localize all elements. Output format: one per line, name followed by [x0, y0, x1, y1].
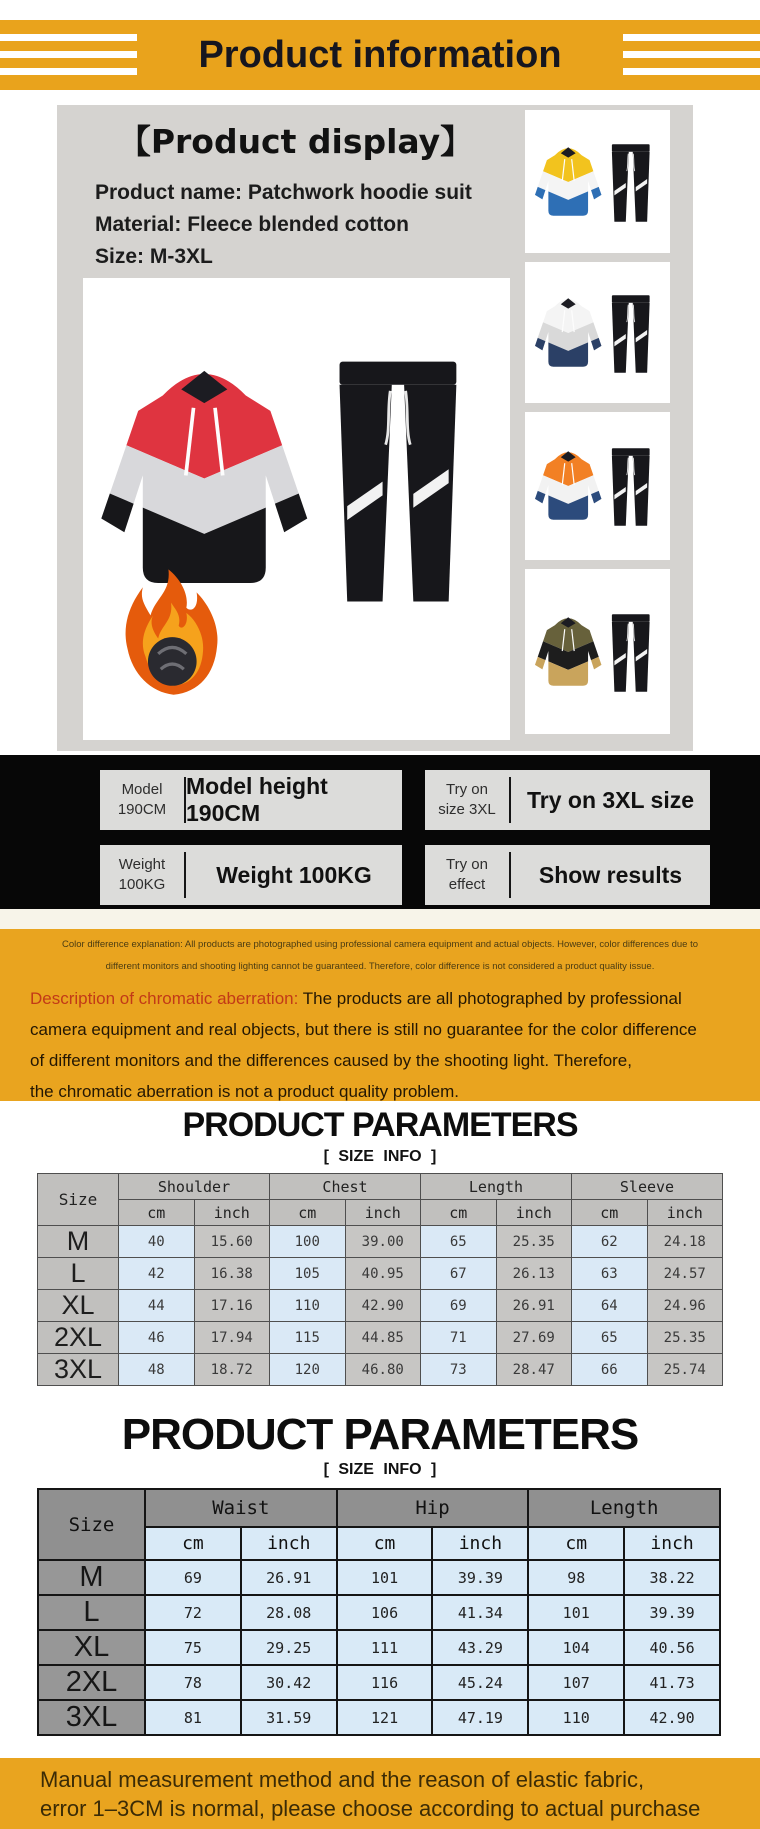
unit-header: inch [624, 1527, 720, 1560]
size-info-subtitle: [ SIZE INFO ] [323, 1461, 437, 1478]
size-table-row [38, 1665, 720, 1700]
unit-header: inch [241, 1527, 337, 1560]
size-cell: M [38, 1226, 119, 1258]
unit-header: cm [337, 1527, 433, 1560]
chromatic-aberration-description: Description of chromatic aberration: The products are all photographed by professional camera equipment and real objects, but there is still no guarantee for the color difference of different monitors and the differences caused by the shooting light. Therefore, the chromatic aberration is not a product quality problem. [30, 989, 697, 1101]
value-cell: 67 [421, 1258, 497, 1290]
value-cell: 66 [572, 1354, 648, 1386]
unit-header: inch [647, 1200, 723, 1226]
model-spec-section [0, 755, 760, 909]
value-cell: 31.59 [241, 1700, 337, 1735]
parameters-title: PRODUCT PARAMETERS [182, 1106, 578, 1144]
value-cell: 101 [337, 1560, 433, 1595]
size-table-row [38, 1354, 723, 1386]
product-thumbnail[interactable] [525, 569, 670, 734]
measurement-note-line: Manual measurement method and the reason of elastic fabric, [40, 1767, 645, 1792]
thumbnail-suit-graphic [531, 137, 665, 227]
product-display-panel [57, 105, 693, 751]
section-gap [0, 909, 760, 929]
page-banner [0, 20, 760, 90]
value-cell: 28.08 [241, 1595, 337, 1630]
value-cell: 69 [421, 1290, 497, 1322]
measure-group-header: Waist [145, 1489, 337, 1527]
size-table-row [38, 1322, 723, 1354]
fleece-flame-icon [107, 564, 235, 718]
value-cell: 104 [528, 1630, 624, 1665]
spec-box-try-on-effect [425, 845, 710, 905]
description-highlight: Description of chromatic aberration: [30, 989, 299, 1008]
size-info-subtitle: [ SIZE INFO ] [323, 1148, 437, 1165]
value-cell: 40 [119, 1226, 195, 1258]
value-cell: 64 [572, 1290, 648, 1322]
value-cell: 120 [270, 1354, 346, 1386]
value-cell: 110 [270, 1290, 346, 1322]
value-cell: 28.47 [496, 1354, 572, 1386]
value-cell: 72 [145, 1595, 241, 1630]
value-cell: 17.16 [194, 1290, 270, 1322]
unit-header: cm [528, 1527, 624, 1560]
product-thumbnail[interactable] [525, 262, 670, 403]
value-cell: 26.91 [241, 1560, 337, 1595]
size-cell: 2XL [38, 1322, 119, 1354]
value-cell: 26.91 [496, 1290, 572, 1322]
banner-stripes-left [0, 34, 137, 75]
value-cell: 47.19 [432, 1700, 528, 1735]
spec-label: Model 190CM [117, 781, 167, 818]
spec-box-weight [100, 845, 402, 905]
size-table-row [38, 1560, 720, 1595]
value-cell: 40.56 [624, 1630, 720, 1665]
value-cell: 17.94 [194, 1322, 270, 1354]
size-range-line: Size: M-3XL [95, 245, 213, 268]
unit-header: cm [421, 1200, 497, 1226]
value-cell: 27.69 [496, 1322, 572, 1354]
spec-value: Model height 190CM [186, 773, 328, 826]
thumbnail-column [525, 110, 670, 734]
value-cell: 69 [145, 1560, 241, 1595]
size-table-top [37, 1173, 723, 1386]
measure-group-header: Length [528, 1489, 720, 1527]
value-cell: 44 [119, 1290, 195, 1322]
measure-group-header: Shoulder [119, 1174, 270, 1200]
unit-header: inch [194, 1200, 270, 1226]
value-cell: 100 [270, 1226, 346, 1258]
value-cell: 75 [145, 1630, 241, 1665]
value-cell: 63 [572, 1258, 648, 1290]
display-heading: 【Product display】 [117, 122, 474, 161]
value-cell: 110 [528, 1700, 624, 1735]
value-cell: 46.80 [345, 1354, 421, 1386]
thumbnail-suit-graphic [531, 607, 665, 697]
value-cell: 42.90 [624, 1700, 720, 1735]
value-cell: 18.72 [194, 1354, 270, 1386]
value-cell: 25.35 [496, 1226, 572, 1258]
measure-group-header: Chest [270, 1174, 421, 1200]
value-cell: 101 [528, 1595, 624, 1630]
value-cell: 65 [572, 1322, 648, 1354]
size-table-row [38, 1595, 720, 1630]
value-cell: 116 [337, 1665, 433, 1700]
value-cell: 41.73 [624, 1665, 720, 1700]
value-cell: 106 [337, 1595, 433, 1630]
product-thumbnail[interactable] [525, 412, 670, 560]
value-cell: 43.29 [432, 1630, 528, 1665]
material-line: Material: Fleece blended cotton [95, 213, 409, 236]
unit-header: cm [572, 1200, 648, 1226]
value-cell: 78 [145, 1665, 241, 1700]
size-cell: L [38, 1258, 119, 1290]
value-cell: 42.90 [345, 1290, 421, 1322]
measure-group-header: Length [421, 1174, 572, 1200]
value-cell: 105 [270, 1258, 346, 1290]
thumbnail-suit-graphic [531, 441, 665, 531]
size-cell: XL [38, 1290, 119, 1322]
value-cell: 39.39 [432, 1560, 528, 1595]
spec-box-model-height [100, 770, 402, 830]
product-name-line: Product name: Patchwork hoodie suit [95, 181, 472, 204]
value-cell: 111 [337, 1630, 433, 1665]
parameters-title: PRODUCT PARAMETERS [121, 1410, 639, 1459]
value-cell: 115 [270, 1322, 346, 1354]
value-cell: 65 [421, 1226, 497, 1258]
banner-stripes-right [623, 34, 760, 75]
size-table-row [38, 1226, 723, 1258]
unit-header: inch [496, 1200, 572, 1226]
parameters-section-top [0, 1105, 760, 1386]
measurement-note-banner [0, 1758, 760, 1829]
spec-value: Weight 100KG [216, 861, 372, 888]
product-thumbnail[interactable] [525, 110, 670, 253]
value-cell: 71 [421, 1322, 497, 1354]
color-note-small-line: Color difference explanation: All products are photographed using professional camera equipment and actual objects. However, color differences due to [61, 939, 698, 950]
unit-header: cm [270, 1200, 346, 1226]
page-title: Product information [198, 34, 562, 76]
value-cell: 73 [421, 1354, 497, 1386]
value-cell: 29.25 [241, 1630, 337, 1665]
spec-value: Try on 3XL size [526, 786, 695, 813]
value-cell: 24.96 [647, 1290, 723, 1322]
spec-label: Try on effect [446, 856, 488, 893]
size-table-row [38, 1700, 720, 1735]
value-cell: 38.22 [624, 1560, 720, 1595]
size-column-header: Size [38, 1174, 119, 1226]
value-cell: 107 [528, 1665, 624, 1700]
size-cell: 3XL [38, 1354, 119, 1386]
value-cell: 48 [119, 1354, 195, 1386]
value-cell: 44.85 [345, 1322, 421, 1354]
value-cell: 98 [528, 1560, 624, 1595]
spec-box-try-on-size [425, 770, 710, 830]
value-cell: 16.38 [194, 1258, 270, 1290]
size-table-row [38, 1630, 720, 1665]
size-cell: M [38, 1560, 145, 1595]
value-cell: 81 [145, 1700, 241, 1735]
measurement-note-line: error 1–3CM is normal, please choose according to actual purchase [40, 1796, 701, 1821]
unit-header: inch [345, 1200, 421, 1226]
main-product-image[interactable] [83, 278, 510, 740]
value-cell: 46 [119, 1322, 195, 1354]
value-cell: 25.74 [647, 1354, 723, 1386]
unit-header: cm [145, 1527, 241, 1560]
measure-group-header: Hip [337, 1489, 529, 1527]
size-cell: 2XL [38, 1665, 145, 1700]
value-cell: 39.39 [624, 1595, 720, 1630]
size-table-bottom [37, 1488, 721, 1736]
value-cell: 40.95 [345, 1258, 421, 1290]
color-note-small-line: different monitors and shooting lighting cannot be guaranteed. Therefore, color difference is not considered a product quality issue. [105, 961, 655, 972]
value-cell: 41.34 [432, 1595, 528, 1630]
unit-header: cm [119, 1200, 195, 1226]
size-cell: XL [38, 1630, 145, 1665]
measure-group-header: Sleeve [572, 1174, 723, 1200]
size-cell: L [38, 1595, 145, 1630]
parameters-section-bottom [0, 1412, 760, 1736]
value-cell: 15.60 [194, 1226, 270, 1258]
spec-label: Weight 100KG [118, 856, 166, 893]
value-cell: 62 [572, 1226, 648, 1258]
value-cell: 39.00 [345, 1226, 421, 1258]
value-cell: 24.57 [647, 1258, 723, 1290]
value-cell: 121 [337, 1700, 433, 1735]
size-cell: 3XL [38, 1700, 145, 1735]
thumbnail-suit-graphic [531, 288, 665, 378]
size-column-header: Size [38, 1489, 145, 1560]
value-cell: 24.18 [647, 1226, 723, 1258]
value-cell: 30.42 [241, 1665, 337, 1700]
size-table-row [38, 1258, 723, 1290]
value-cell: 45.24 [432, 1665, 528, 1700]
value-cell: 25.35 [647, 1322, 723, 1354]
spec-value: Show results [538, 861, 683, 888]
spec-label: Try on size 3XL [438, 781, 496, 818]
unit-header: inch [432, 1527, 528, 1560]
value-cell: 42 [119, 1258, 195, 1290]
color-difference-section [0, 929, 760, 1101]
value-cell: 26.13 [496, 1258, 572, 1290]
size-table-row [38, 1290, 723, 1322]
